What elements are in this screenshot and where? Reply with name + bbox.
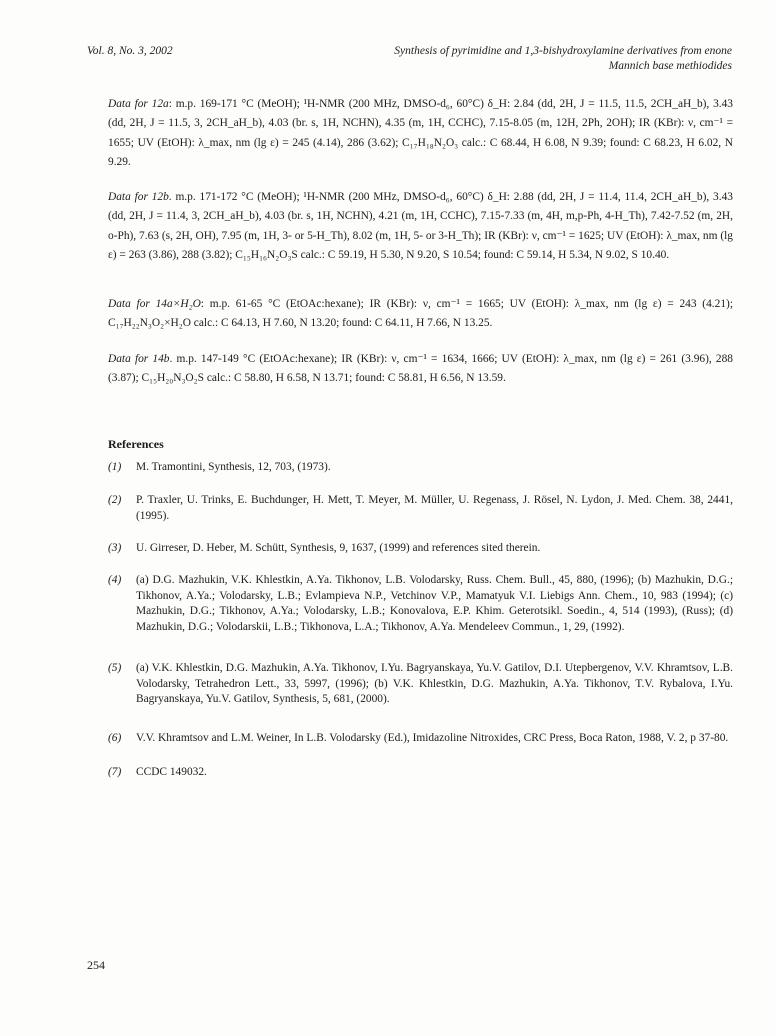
reference-item [108, 460, 733, 476]
compound-data-14a [108, 295, 733, 334]
reference-number: (4) [108, 574, 122, 586]
reference-number: (6) [108, 732, 122, 744]
reference-item [108, 493, 733, 524]
reference-item [108, 541, 733, 557]
compound-data-text: m.p. 61-65 °C (EtOAc:hexane); IR (KBr): ν, cm⁻¹ = 1665; UV (EtOH): λ_max, nm (lg ε) = 243 (4.21); C₁₇H₂₂N₃O₂×H₂O calc.: C 64.13, H 7.60, N 13.20; found: C 64.11, H 7.66, N 13.25. [108, 298, 733, 330]
compound-label: Data for 12b [108, 191, 169, 203]
references-heading: References [108, 437, 164, 451]
reference-text: U. Girreser, D. Heber, M. Schütt, Synthesis, 9, 1637, (1999) and references sited therein. [136, 542, 541, 554]
compound-label: Data for 14b [108, 353, 170, 365]
reference-text: (a) D.G. Mazhukin, V.K. Khlestkin, A.Ya. Tikhonov, L.B. Volodarsky, Russ. Chem. Bull., 45, 880, (1996); (b) Mazhukin, D.G.; Tikhonov, A.Ya.; Volodarsky, L.B.; Evlampieva N.P., Vetchinov V.P., Mamatyuk V.I. Liebigs Ann. Chem., 10, 983 (1994); (c) Mazhukin, D.G.; Tikhonov, A.Ya.; Volodarsky, L.B.; Konovalova, E.P. Khim. Geterotsikl. Soedin., 4, 514 (1993), (Russ); (d) Mazhukin, D.G.; Volodarskii, L.B.; Tikhonova, L.A.; Tikhonov, A.Ya. Mendeleev Commun., 1, 29, (1992). [136, 574, 733, 633]
compound-label: Data for 12a [108, 98, 169, 110]
label-separator: : [168, 98, 176, 110]
reference-item [108, 661, 733, 708]
reference-text: M. Tramontini, Synthesis, 12, 703, (1973). [136, 461, 331, 473]
reference-item [108, 573, 733, 635]
reference-number: (7) [108, 766, 122, 778]
reference-number: (2) [108, 494, 122, 506]
compound-data-text: m.p. 171-172 °C (MeOH); ¹H-NMR (200 MHz, DMSO-d₆, 60°C) δ_H: 2.88 (dd, 2H, J = 11.4, 11.4, 2CH_aH_b), 3.43 (dd, 2H, J = 11.4, 3, 2CH_aH_b), 4.03 (br. s, 1H, NCHN), 4.21 (m, 1H, CCHC), 7.15-7.33 (m, 4H, m,p-Ph, 4-H_Th), 7.42-7.52 (m, 2H, o-Ph), 7.63 (s, 2H, OH), 7.95 (m, 1H, 3- or 5-H_Th), 8.02 (m, 1H, 5- or 3-H_Th); IR (KBr): ν, cm⁻¹ = 1625; UV (EtOH): λ_max, nm (lg ε) = 263 (3.86), 288 (3.82); C₁₅H₁₆N₂O₃S calc.: C 59.19, H 5.30, N 9.20, S 10.54; found: C 59.14, H 5.34, N 9.02, S 10.40. [108, 191, 733, 262]
article-short-title [394, 44, 732, 74]
compound-data-12b [108, 188, 733, 266]
article-short-title-line1: Synthesis of pyrimidine and 1,3-bishydroxylamine derivatives from enone [394, 45, 732, 57]
label-separator: . [168, 191, 176, 203]
compound-data-12a [108, 95, 733, 173]
reference-text: V.V. Khramtsov and L.M. Weiner, In L.B. Volodarsky (Ed.), Imidazoline Nitroxides, CRC Press, Boca Raton, 1988, V. 2, p 37-80. [136, 732, 729, 744]
reference-text: P. Traxler, U. Trinks, E. Buchdunger, H. Mett, T. Meyer, M. Müller, U. Regenass, J. Rösel, N. Lydon, J. Med. Chem. 38, 2441, (1995). [136, 494, 733, 522]
article-short-title-line2: Mannich base methiodides [608, 60, 732, 72]
label-separator: : [200, 298, 210, 310]
journal-volume: Vol. 8, No. 3, 2002 [87, 45, 173, 57]
reference-number: (3) [108, 542, 122, 554]
label-separator: . [169, 353, 177, 365]
reference-item [108, 765, 733, 781]
compound-data-text: m.p. 147-149 °C (EtOAc:hexane); IR (KBr): ν, cm⁻¹ = 1634, 1666; UV (EtOH): λ_max, nm (lg ε) = 261 (3.96), 288 (3.87); C₁₅H₂₀N₃O₂S calc.: C 58.80, H 6.58, N 13.71; found: C 58.81, H 6.56, N 13.59. [108, 353, 733, 385]
compound-label: Data for 14a×H₂O [108, 298, 201, 310]
compound-data-text: m.p. 169-171 °C (MeOH); ¹H-NMR (200 MHz, DMSO-d₆, 60°C) δ_H: 2.84 (dd, 2H, J = 11.5, 11.5, 2CH_aH_b), 3.43 (dd, 2H, J = 11.5, 3, 2CH_aH_b), 4.03 (br. s, 1H, NCHN), 4.35 (m, 1H, CCHC), 7.15-8.05 (m, 12H, 2Ph, 2OH); IR (KBr): ν, cm⁻¹ = 1655; UV (EtOH): λ_max, nm (lg ε) = 245 (4.14), 286 (3.62); C₁₇H₁₈N₂O₃ calc.: C 68.44, H 6.08, N 9.39; found: C 68.23, H 6.02, N 9.29. [108, 98, 734, 169]
reference-text: CCDC 149032. [136, 766, 207, 778]
reference-item [108, 731, 733, 747]
reference-number: (5) [108, 662, 122, 674]
reference-text: (a) V.K. Khlestkin, D.G. Mazhukin, A.Ya. Tikhonov, I.Yu. Bagryanskaya, Yu.V. Gatilov, D.I. Utepbergenov, V.V. Khramtsov, L.B. Volodarsky, Tetrahedron Lett., 33, 5997, (1996); (b) V.K. Khlestkin, D.G. Mazhukin, A.Ya. Tikhonov, T.V. Rybalova, I.Yu. Bagryanskaya, Yu.V. Gatilov, Synthesis, 5, 681, (2000). [136, 662, 733, 706]
compound-data-14b [108, 350, 733, 389]
reference-number: (1) [108, 461, 122, 473]
page-number: 254 [87, 958, 105, 972]
